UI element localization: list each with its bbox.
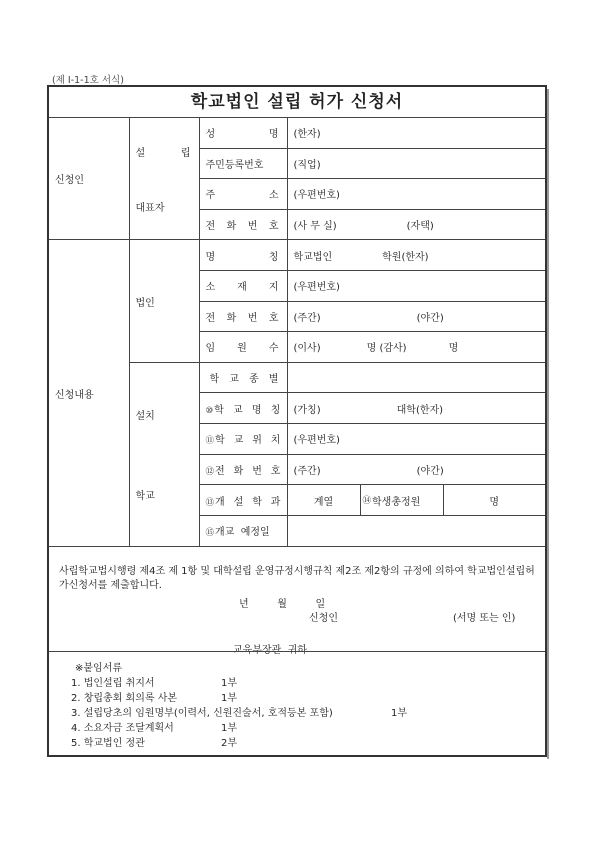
label-corp-phone — [199, 301, 287, 332]
field-student-quota[interactable] — [444, 485, 546, 515]
sub-founder-representative — [129, 118, 199, 240]
field-hint: 명 — [489, 496, 500, 508]
circled-number: ⑮ — [205, 528, 215, 539]
label-char: 개 — [215, 496, 225, 508]
label-corp-name — [199, 240, 287, 271]
label-departments — [199, 485, 287, 516]
label-char: 호 — [270, 465, 281, 477]
attachment-count: 1부 — [391, 708, 408, 719]
field-hint: 학원(한자) — [382, 251, 429, 263]
label-char: 소 — [268, 190, 279, 202]
field-hint: 명 — [448, 343, 459, 355]
circled-number: ⑫ — [205, 466, 215, 477]
label-officers — [199, 332, 287, 363]
list-item — [71, 691, 407, 706]
label-corp-location — [199, 270, 287, 301]
attachment-count: 2부 — [221, 738, 238, 749]
attachment-name: 4. 소요자금 조달계획서 — [71, 723, 174, 734]
field-hint: (사 무 실) — [293, 221, 337, 233]
field-phone[interactable] — [287, 209, 545, 240]
label-char: 학 — [252, 496, 262, 508]
circled-number: ⑩ — [205, 405, 214, 416]
label-char: 칭 — [268, 251, 279, 263]
field-hint: (야간) — [416, 465, 444, 477]
sub-school-label: 학교 — [135, 490, 155, 502]
label-school-name — [199, 393, 287, 424]
attachments-title: ※붙임서류 — [75, 663, 123, 674]
label-char: 전 — [205, 221, 216, 233]
label-char: 명 — [251, 404, 262, 416]
label-resident-number: 주민등록번호 — [199, 148, 287, 179]
sub-school — [129, 362, 199, 546]
label-school-type — [199, 362, 287, 393]
label-char: 교 — [233, 435, 244, 447]
application-form — [47, 85, 547, 757]
attachment-name: 3. 설립당초의 임원명부(이력서, 신원진술서, 호적등본 포함) — [71, 708, 333, 719]
label-char: 전 — [215, 465, 225, 477]
declaration — [49, 559, 545, 654]
field-hint: (우편번호) — [293, 190, 340, 202]
field-corp-name[interactable] — [287, 240, 545, 271]
label-char: 호 — [268, 312, 279, 324]
label-char: 화 — [226, 312, 237, 324]
field-school-location[interactable] — [287, 423, 545, 454]
label-char: 교 — [229, 374, 239, 386]
declaration-recipient: 교육부장관 귀하 — [233, 645, 307, 656]
field-hint: 명 (감사) — [366, 343, 407, 355]
sub-establish: 설치 — [135, 410, 155, 422]
label-char: 원 — [237, 343, 247, 355]
attachment-count: 1부 — [221, 723, 238, 734]
circled-number: ⑪ — [205, 436, 215, 447]
label-char: 칭 — [270, 404, 281, 416]
quota-label: 학생총정원 — [372, 496, 421, 508]
circled-number: ⑬ — [205, 497, 215, 508]
field-hint: (주간) — [293, 465, 321, 477]
label-char: 학 — [215, 435, 225, 447]
label-char: 위 — [252, 435, 262, 447]
label-char: 수 — [268, 343, 279, 355]
label-char: 치 — [270, 435, 281, 447]
list-item — [71, 721, 407, 736]
label-student-quota — [361, 485, 444, 515]
declaration-signature: (서명 또는 인) — [453, 613, 516, 624]
list-item — [71, 736, 407, 751]
field-hint: 학교법인 — [293, 251, 333, 263]
attachment-name: 2. 창립총회 회의록 사본 — [71, 693, 178, 704]
label-char: 교 — [233, 404, 243, 416]
label-opening-date — [199, 516, 287, 547]
list-item — [71, 676, 407, 691]
field-officers[interactable] — [287, 332, 545, 363]
field-opening-date[interactable] — [287, 516, 545, 547]
field-hint: (가칭) — [293, 404, 321, 416]
declaration-applicant: 신청인 — [309, 613, 338, 624]
label-char: 종 — [249, 374, 259, 386]
field-hint: (우편번호) — [293, 435, 340, 447]
departments-quota-cell — [287, 485, 545, 516]
field-resident-number[interactable] — [287, 148, 545, 179]
label-char: 학 — [209, 374, 220, 386]
field-school-phone[interactable] — [287, 454, 545, 485]
label-char: 번 — [252, 465, 262, 477]
attachments — [71, 661, 407, 751]
field-hint: (직업) — [293, 159, 321, 171]
field-corp-phone[interactable] — [287, 301, 545, 332]
label-char: 지 — [268, 282, 279, 294]
field-hint: 대학(한자) — [396, 404, 444, 416]
label-char: 화 — [233, 465, 244, 477]
attachment-count: 1부 — [221, 693, 238, 704]
circled-number: ⑭ — [362, 496, 372, 507]
attachment-name: 1. 법인설립 취지서 — [71, 678, 155, 689]
label-char: 별 — [268, 374, 279, 386]
sub-corporation: 법인 — [129, 240, 199, 362]
attachment-count: 1부 — [221, 678, 238, 689]
field-hint: (야간) — [416, 312, 444, 324]
label-char: 소 — [205, 282, 216, 294]
attachment-name: 5. 학교법인 정관 — [71, 738, 145, 749]
label-phone — [199, 209, 287, 240]
field-hint: (주간) — [293, 312, 321, 324]
sub-representative: 대표자 — [135, 202, 165, 214]
field-address[interactable] — [287, 179, 545, 210]
label-char: 번 — [247, 312, 258, 324]
label-text: 개교 예정일 — [215, 527, 270, 539]
field-hint: (자택) — [406, 221, 434, 233]
label-address — [199, 179, 287, 210]
group-applicant: 신청인 — [49, 118, 129, 240]
field-name[interactable] — [287, 118, 545, 149]
label-name — [199, 118, 287, 149]
field-school-name[interactable] — [287, 393, 545, 424]
field-hint: (우편번호) — [293, 282, 340, 294]
label-char: 성 — [205, 129, 216, 141]
label-char: 학 — [214, 404, 224, 416]
label-char: 화 — [226, 221, 237, 233]
field-hint: 계열 — [313, 496, 334, 508]
field-school-type[interactable] — [287, 362, 545, 393]
label-char: 주 — [205, 190, 216, 202]
divider — [49, 651, 545, 652]
field-corp-location[interactable] — [287, 270, 545, 301]
form-table — [49, 117, 545, 547]
table-row — [49, 118, 545, 149]
label-char: 명 — [205, 251, 216, 263]
field-hint: (한자) — [293, 129, 321, 141]
label-char: 설 — [233, 496, 244, 508]
group-content: 신청내용 — [49, 240, 129, 546]
label-char: 전 — [205, 312, 216, 324]
label-school-location — [199, 423, 287, 454]
table-row — [49, 240, 545, 271]
declaration-date: 년 월 일 — [239, 599, 326, 610]
form-code: (제 Ⅰ-1-1호 서식) — [52, 75, 124, 86]
label-char: 과 — [270, 496, 281, 508]
sub-founder-left: 설 — [135, 147, 146, 159]
label-char: 명 — [268, 129, 279, 141]
field-hint: (이사) — [293, 343, 321, 355]
label-char: 번 — [247, 221, 258, 233]
label-school-phone — [199, 454, 287, 485]
list-item — [71, 706, 407, 721]
label-char: 재 — [237, 282, 247, 294]
form-title: 학교법인 설립 허가 신청서 — [190, 92, 404, 112]
label-char: 임 — [205, 343, 216, 355]
title-row — [49, 87, 545, 118]
field-departments[interactable] — [288, 485, 361, 515]
sub-founder-right: 립 — [180, 147, 191, 159]
declaration-text: 사립학교법시행령 제4조 제 1항 및 대학설립 운영규정시행규칙 제2조 제2항의 규정에 의하여 학교법인설립허가신청서를 제출합니다. — [59, 566, 535, 591]
label-char: 호 — [268, 221, 279, 233]
